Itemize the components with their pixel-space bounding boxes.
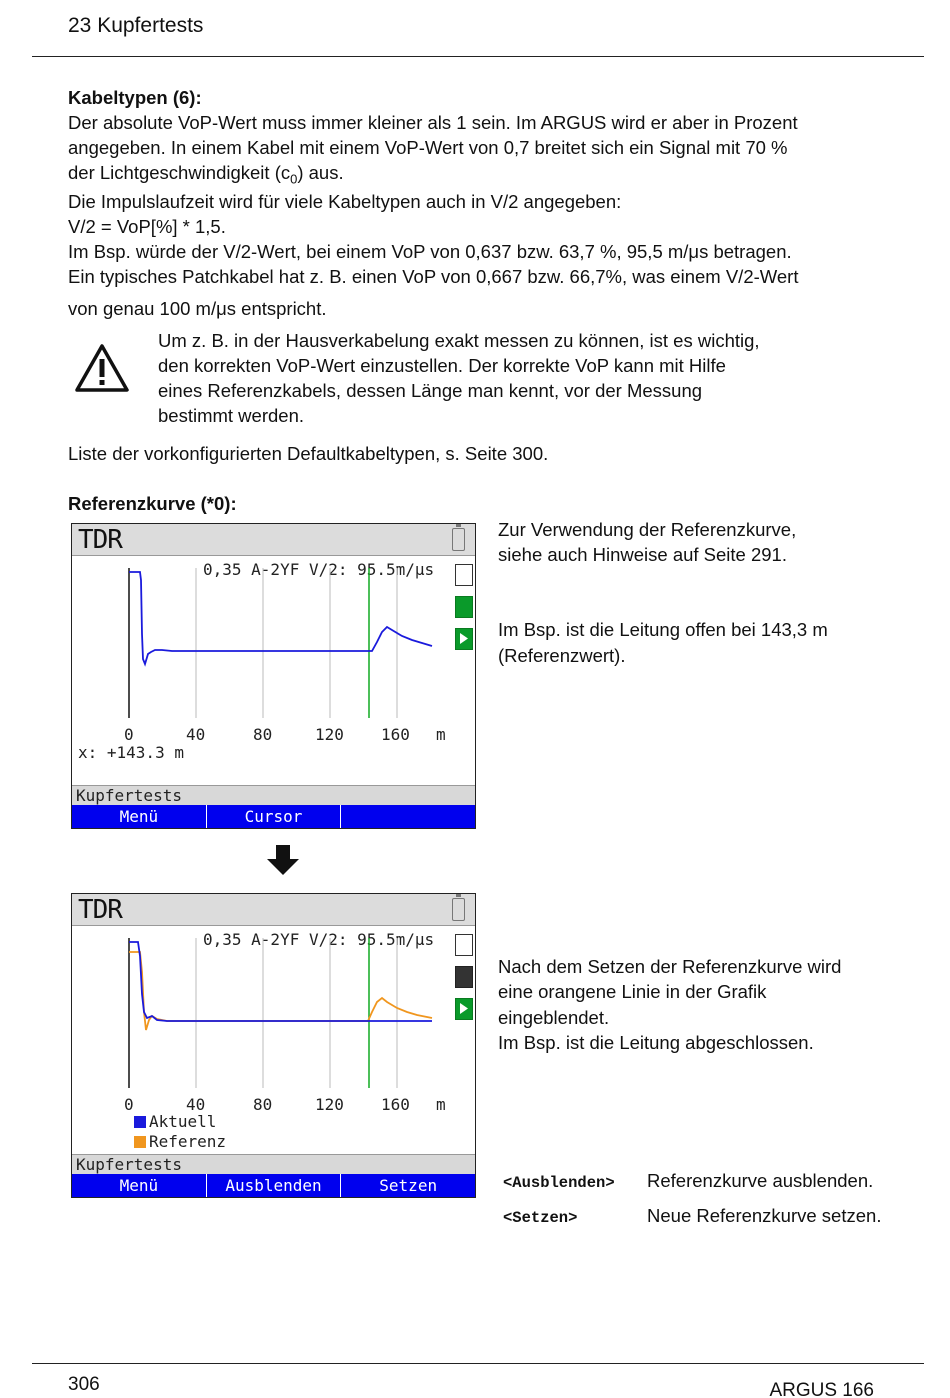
arrow-down-icon [266,844,300,878]
softkey-ausblenden[interactable]: Ausblenden [207,1174,342,1197]
softkey-menu[interactable]: Menü [72,1174,207,1197]
note-line: eingeblendet. [498,1007,610,1028]
note-line: Im Bsp. ist die Leitung offen bei 143,3 m [498,619,828,640]
warning-text-line: bestimmt werden. [158,405,304,426]
paragraph-line [68,161,344,192]
x-tick-label: 120 [315,1095,344,1114]
x-tick-label: 0 [124,1095,134,1114]
text-fragment: ) aus. [297,162,344,183]
cursor-readout: x: +143.3 m [78,743,184,762]
note-line: eine orangene Linie in der Grafik [498,981,767,1002]
warning-icon [74,343,130,393]
play-icon[interactable] [455,628,473,650]
legend-label: Aktuell [149,1112,217,1131]
cable-info: 0,35 A-2YF V/2: 95.5m/μs [203,560,435,579]
x-tick-label: 120 [315,725,344,744]
legend-label: Referenz [149,1132,227,1151]
page-header-title: 23 Kupfertests [68,14,204,37]
page-number: 306 [68,1374,100,1395]
legend-swatch [134,1116,146,1128]
status-bar [72,785,475,805]
play-icon[interactable] [455,998,473,1020]
paragraph-line: V/2 = VoP[%] * 1,5. [68,216,226,237]
status-text: Kupfertests [76,1155,182,1174]
note-line: Nach dem Setzen der Referenzkurve wird [498,956,842,977]
section-heading-referenzkurve: Referenzkurve (*0): [68,493,237,514]
x-tick-label: 80 [253,1095,273,1114]
softkey-setzen[interactable]: Setzen [379,1176,438,1195]
paragraph-line: Der absolute VoP-Wert muss immer kleiner als 1 sein. Im ARGUS wird er aber in Prozent [68,112,798,133]
section-heading-kabeltypen: Kabeltypen (6): [68,87,202,108]
x-tick-label: 40 [186,1095,206,1114]
footer-divider [32,1363,924,1364]
screenshot-icon[interactable] [455,564,473,586]
note-line: siehe auch Hinweise auf Seite 291. [498,544,787,565]
paragraph-line: Liste der vorkonfigurierten Defaultkabeltypen, s. Seite 300. [68,443,549,464]
warning-text-line: eines Referenzkabels, dessen Länge man kennt, vor der Messung [158,380,703,401]
key-description: Neue Referenzkurve setzen. [647,1205,882,1226]
legend-item-referenz [134,1132,226,1151]
tdr-graph [72,894,476,1198]
x-tick-label: 0 [124,725,134,744]
x-unit-label: m [436,725,446,744]
product-name: ARGUS 166 [769,1380,874,1398]
softkey-cursor[interactable]: Cursor [207,805,342,828]
x-tick-label: 80 [253,725,273,744]
x-tick-label: 40 [186,725,206,744]
key-name-setzen: <Setzen> [503,1209,578,1227]
text-fragment: der Lichtgeschwindigkeit (c [68,162,291,183]
screen-title: TDR [78,525,122,555]
screen-title: TDR [78,895,122,925]
paragraph-line: von genau 100 m/μs entspricht. [68,298,327,319]
reference-trace [129,952,432,1030]
tdr-graph [72,524,476,829]
softkey-empty[interactable] [341,805,475,828]
note-line: (Referenzwert). [498,645,626,666]
device-screen-tdr-after [71,893,476,1198]
note-line: Im Bsp. ist die Leitung abgeschlossen. [498,1032,814,1053]
reference-icon[interactable] [455,596,473,618]
current-trace [129,572,432,664]
paragraph-line: Die Impulslaufzeit wird für viele Kabeltypen auch in V/2 angegeben: [68,191,622,212]
paragraph-line: Ein typisches Patchkabel hat z. B. einen VoP von 0,667 bzw. 66,7%, was einem V/2-Wert [68,266,799,287]
key-description: Referenzkurve ausblenden. [647,1170,874,1191]
legend-swatch [134,1136,146,1148]
note-line: Zur Verwendung der Referenzkurve, [498,519,797,540]
key-name-ausblenden: <Ausblenden> [503,1174,615,1192]
reference-icon[interactable] [455,966,473,988]
header-divider [32,56,924,57]
screenshot-icon[interactable] [455,934,473,956]
warning-text-line: den korrekten VoP-Wert einzustellen. Der korrekte VoP kann mit Hilfe [158,355,726,376]
softkey-bar [72,1174,475,1197]
device-screen-tdr-before [71,523,476,829]
status-bar [72,1154,475,1174]
softkey-menu[interactable]: Menü [72,805,207,828]
status-text: Kupfertests [76,786,182,805]
x-tick-label: 160 [381,725,410,744]
warning-text-line: Um z. B. in der Hausverkabelung exakt messen zu können, ist es wichtig, [158,330,760,351]
x-unit-label: m [436,1095,446,1114]
x-tick-label: 160 [381,1095,410,1114]
cable-info: 0,35 A-2YF V/2: 95.5m/μs [203,930,435,949]
legend-item-aktuell [134,1112,216,1131]
paragraph-line: Im Bsp. würde der V/2-Wert, bei einem VoP von 0,637 bzw. 63,7 %, 95,5 m/μs betragen. [68,241,792,262]
softkey-bar [72,805,475,828]
paragraph-line: angegeben. In einem Kabel mit einem VoP-Wert von 0,7 breitet sich ein Signal mit 70 % [68,137,788,158]
subscript: 0 [290,171,298,187]
current-trace [129,942,432,1021]
